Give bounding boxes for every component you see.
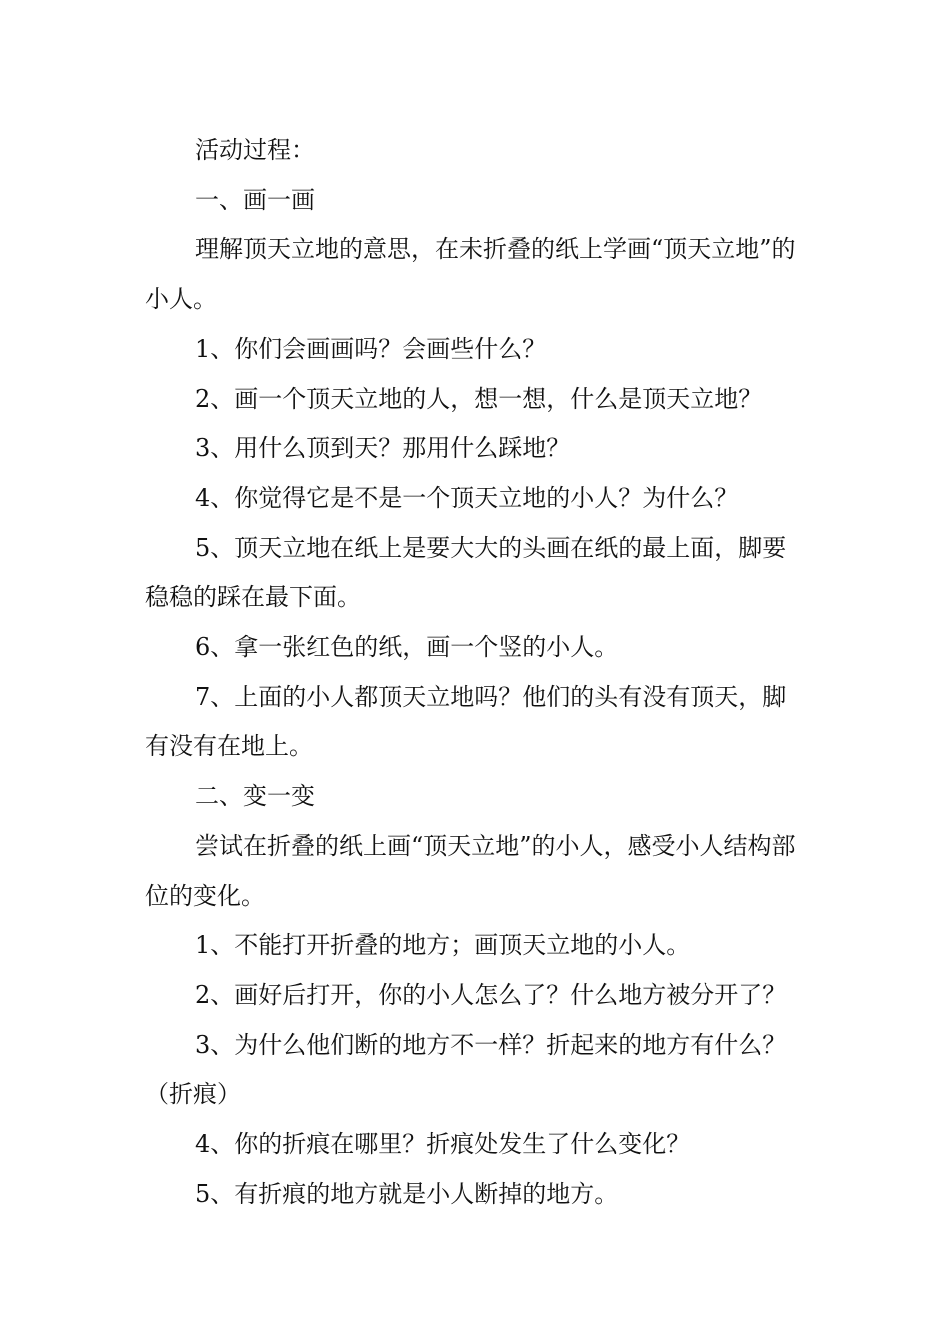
section-heading: 二、变一变: [195, 782, 315, 811]
list-item: 3、用什么顶到天？那用什么踩地？: [195, 434, 571, 463]
paragraph: 尝试在折叠的纸上画“顶天立地”的小人，感受小人结构部位的变化。: [145, 831, 796, 910]
list-item: 2、画一个顶天立地的人，想一想，什么是顶天立地？: [195, 384, 763, 413]
section-heading: 一、画一画: [195, 185, 315, 214]
list-item: 2、画好后打开，你的小人怎么了？什么地方被分开了？: [195, 980, 787, 1009]
list-item: 7、上面的小人都顶天立地吗？他们的头有没有顶天，脚有没有在地上。: [145, 682, 787, 761]
list-item: 4、你觉得它是不是一个顶天立地的小人？为什么？: [195, 483, 739, 512]
section-label: 活动过程：: [195, 136, 315, 164]
list-item: 5、有折痕的地方就是小人断掉的地方。: [195, 1179, 619, 1208]
document-body: [145, 126, 810, 1219]
list-item: 6、拿一张红色的纸，画一个竖的小人。: [195, 633, 619, 662]
list-item: 1、你们会画画吗？会画些什么？: [195, 334, 547, 363]
list-item: 3、为什么他们断的地方不一样？折起来的地方有什么？（折痕）: [145, 1030, 787, 1109]
list-item: 1、不能打开折叠的地方；画顶天立地的小人。: [195, 931, 691, 960]
list-item: 4、你的折痕在哪里？折痕处发生了什么变化？: [195, 1130, 691, 1159]
paragraph: 理解顶天立地的意思，在未折叠的纸上学画“顶天立地”的小人。: [145, 235, 796, 314]
list-item: 5、顶天立地在纸上是要大大的头画在纸的最上面，脚要稳稳的踩在最下面。: [145, 533, 787, 612]
